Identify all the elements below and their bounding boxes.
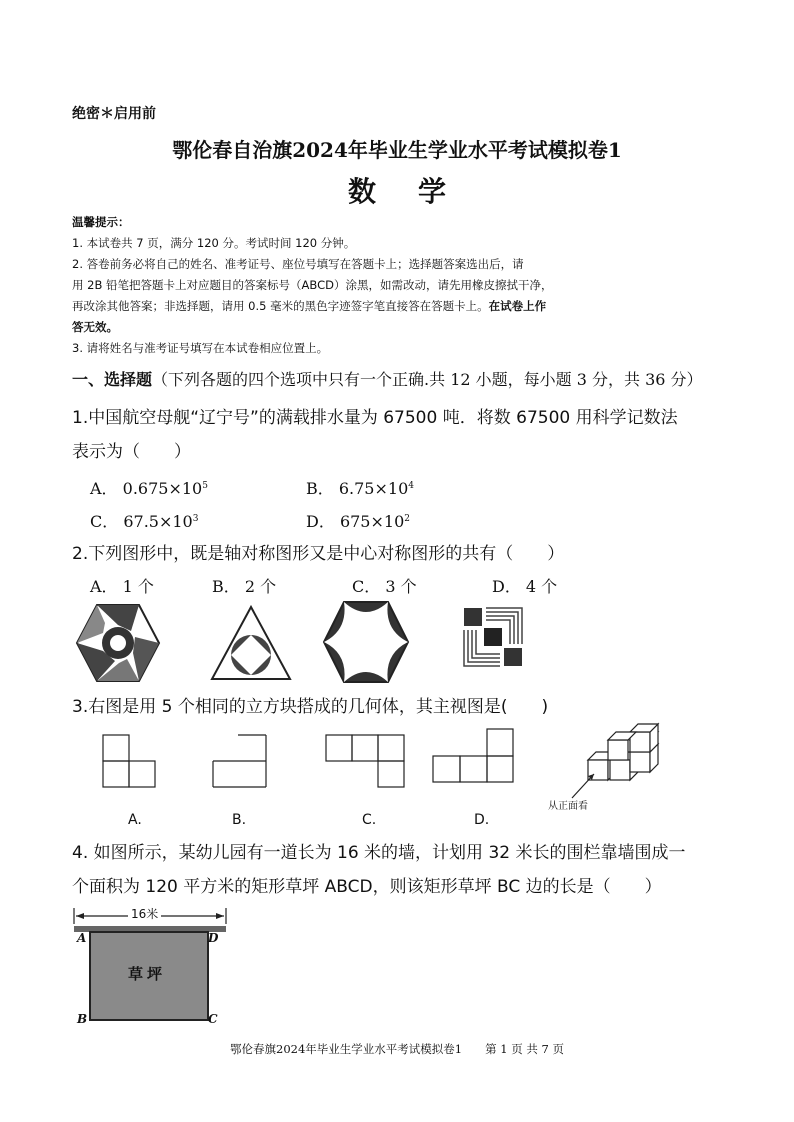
- tips-line-3: 用 2B 铅笔把答题卡上对应题目的答案标号（ABCD）涂黑，如需改动，请先用橡皮擦拭干净，: [72, 278, 553, 292]
- section-1-heading: 一、选择题: [72, 370, 153, 389]
- section-1-header: [72, 367, 703, 390]
- q2-figure-triangle-circle: [210, 605, 292, 681]
- tips-heading: 温馨提示：: [72, 215, 130, 229]
- tips-line-4a: 再改涂其他答案；非选择题，请用 0.5 毫米的黑色字迹签字笔直接答在答题卡上。: [72, 299, 489, 313]
- q1-c-exp: 3: [192, 514, 199, 524]
- q2-figure-hexagon-star: [322, 600, 410, 684]
- question-4: [72, 836, 732, 904]
- q1-b-value: 6.75×10: [338, 479, 409, 498]
- q1-a-exp: 5: [202, 481, 208, 491]
- q2-figure-squares: [462, 606, 524, 668]
- q4-stem-line1: 4. 如图所示，某幼儿园有一道长为 16 米的墙，计划用 32 米长的围栏靠墙围成一: [72, 843, 686, 863]
- tips-line-2: 2. 答卷前务必将自己的姓名、准考证号、座位号填写在答题卡上；选择题答案选出后，请: [72, 257, 524, 271]
- q1-c-value: 67.5×10: [123, 512, 193, 531]
- q3-option-c-figure: [325, 734, 407, 788]
- q3-label-b: B.: [232, 812, 247, 828]
- tips-block: [72, 212, 732, 359]
- q1-b-exp: 4: [408, 481, 414, 491]
- q2-option-b: B． 2 个: [212, 577, 277, 596]
- q4-wall-length-label: 16米: [128, 905, 161, 922]
- q1-a-label: A．: [90, 479, 118, 498]
- q1-option-b: [306, 476, 414, 499]
- exam-title: 鄂伦春自治旗2024年毕业生学业水平考试模拟卷1: [172, 138, 622, 162]
- q4-corner-d: D: [208, 931, 219, 945]
- q2-option-c: C． 3 个: [352, 577, 417, 596]
- q3-stem: 3.右图是用 5 个相同的立方块搭成的几何体，其主视图是( ): [72, 697, 549, 717]
- tips-line-1: 1. 本试卷共 7 页，满分 120 分。考试时间 120 分钟。: [72, 236, 356, 250]
- tips-line-4b: 在试卷上作: [488, 299, 547, 313]
- section-1-note: （下列各题的四个选项中只有一个正确.共 12 小题，每小题 3 分，共 36 分）: [152, 370, 703, 389]
- q3-option-b-figure: [212, 734, 268, 788]
- q1-d-label: D．: [306, 512, 335, 531]
- q3-view-label: 从正面看: [548, 801, 588, 812]
- q4-corner-a: A: [77, 931, 87, 945]
- q4-corner-c: C: [208, 1012, 218, 1026]
- q1-b-label: B．: [306, 479, 334, 498]
- q1-a-value: 0.675×10: [122, 479, 203, 498]
- tips-line-5: 答无效。: [72, 320, 118, 334]
- q1-d-exp: 2: [404, 514, 410, 524]
- q4-stem-line2: 个面积为 120 平方米的矩形草坪 ABCD，则该矩形草坪 BC 边的长是（ ）: [72, 877, 662, 897]
- q2-stem: 2.下列图形中，既是轴对称图形又是中心对称图形的共有（ ）: [72, 544, 565, 564]
- q1-option-d: [306, 509, 410, 532]
- q3-option-d-figure: [432, 728, 514, 784]
- q1-c-label: C．: [90, 512, 119, 531]
- tips-line-4: [72, 296, 732, 317]
- q3-label-a: A.: [128, 812, 142, 828]
- q2-option-a: A． 1 个: [90, 577, 154, 596]
- page-footer: 鄂伦春旗2024年毕业生学业水平考试模拟卷1 第 1 页 共 7 页: [230, 1042, 564, 1056]
- confidential-label: 绝密＊启用前: [72, 106, 156, 122]
- q1-option-a: [90, 476, 208, 499]
- q1-stem-line2: 表示为（ ）: [72, 442, 191, 462]
- q3-label-c: C.: [362, 812, 377, 828]
- q2-option-d: D． 4 个: [492, 577, 558, 596]
- q1-stem-line1: 1.中国航空母舰“辽宁号”的满载排水量为 67500 吨．将数 67500 用科学记数法: [72, 408, 678, 428]
- q2-figure-hexagon-circle: [75, 603, 161, 683]
- tips-line-6: 3. 请将姓名与准考证号填写在本试卷相应位置上。: [72, 341, 329, 355]
- q1-option-c: [90, 509, 198, 532]
- q3-option-a-figure: [102, 734, 156, 788]
- q4-corner-b: B: [77, 1012, 88, 1026]
- question-1: [72, 401, 732, 469]
- q1-d-value: 675×10: [339, 512, 405, 531]
- q3-label-d: D.: [474, 812, 490, 828]
- q4-lawn-label: 草坪: [128, 965, 167, 983]
- subject-title: 数学: [347, 175, 488, 208]
